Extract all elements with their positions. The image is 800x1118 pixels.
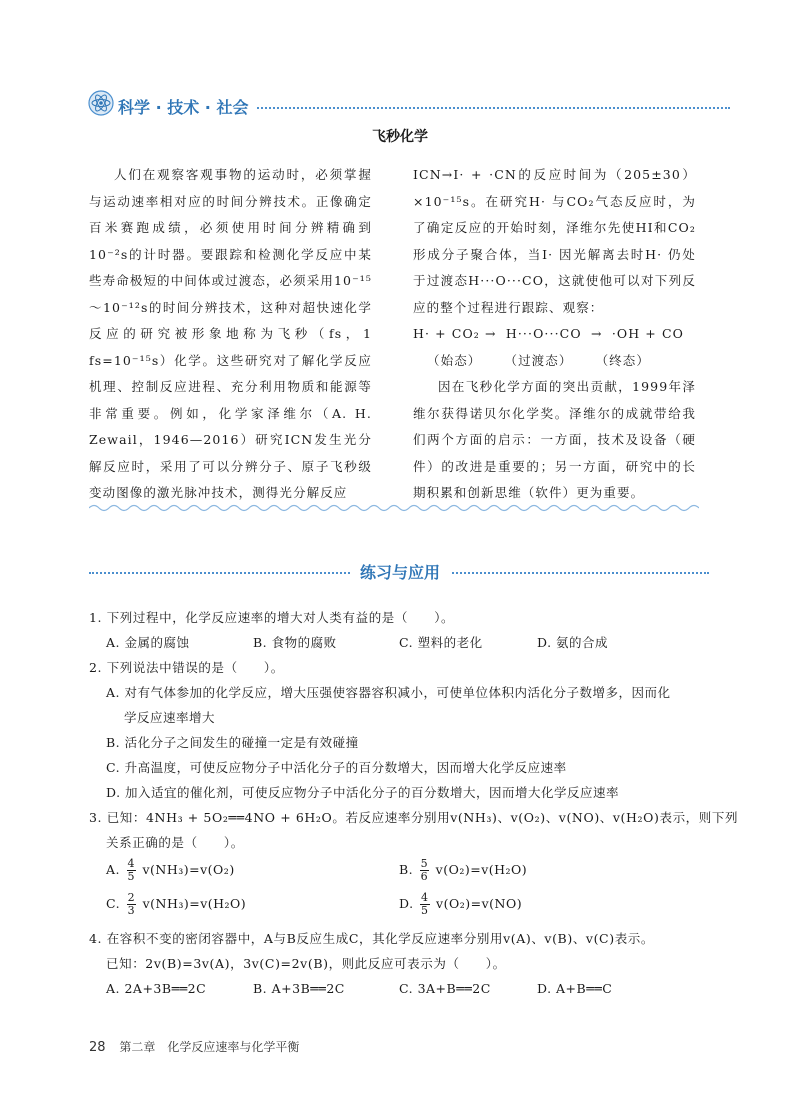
option-expression: v(O₂)=v(NO) — [436, 896, 523, 911]
article-paragraph: ICN→I· + ·CN的反应时间为（205±30）×10⁻¹⁵s。在研究H· 与CO₂气态反应时，为了确定反应的开始时刻，泽维尔先使HI和CO₂形成分子聚合体，当I· 因光解离去时H· 仍处于过渡态H···O···CO，这就使他可以对下列反应的整个过程进行跟踪、观察： — [413, 167, 696, 315]
label-end: （终态） — [595, 352, 650, 368]
q2-option-c: C. 升高温度，可使反应物分子中活化分子的百分数增大，因而增大化学反应速率 — [106, 760, 567, 775]
q2-option-d: D. 加入适宜的催化剂，可使反应物分子中活化分子的百分数增大，因而增大化学反应速率 — [106, 785, 620, 800]
denominator: 5 — [127, 870, 135, 883]
option-expression: v(NH₃)=v(H₂O) — [142, 896, 247, 911]
q4-option-d: D. A+B══C — [537, 981, 613, 996]
label-transition: （过渡态） — [504, 352, 573, 368]
q1-option-a: A. 金属的腐蚀 — [106, 635, 190, 650]
question-2-stem: 2. 下列说法中错误的是（ ）。 — [89, 660, 284, 675]
equation-products: ·OH + CO — [611, 326, 684, 341]
denominator: 6 — [420, 870, 429, 883]
question-4-stem-line2: 已知：2v(B)=3v(A)，3v(C)=2v(B)，则此反应可表示为（ ）。 — [106, 956, 506, 971]
numerator: 5 — [420, 857, 429, 870]
question-3-stem-line2: 关系正确的是（ ）。 — [106, 835, 244, 850]
question-4-stem-line1: 4. 在容积不变的密闭容器中，A与B反应生成C，其化学反应速率分别用v(A)、v(B)、v(C)表示。 — [89, 931, 655, 946]
page-footer — [89, 1038, 299, 1055]
atom-logo-icon — [88, 90, 114, 116]
fraction — [127, 892, 137, 917]
fraction — [420, 892, 430, 917]
q2-option-b: B. 活化分子之间发生的碰撞一定是有效碰撞 — [106, 735, 359, 750]
denominator: 5 — [421, 904, 429, 917]
numerator: 4 — [421, 891, 429, 904]
option-label: D. — [399, 896, 414, 911]
reaction-state-labels — [413, 348, 696, 375]
option-label: A. — [106, 862, 121, 877]
question-3-stem-line1: 3. 已知：4NH₃ + 5O₂══4NO + 6H₂O。若反应速率分别用v(NH₃)、v(O₂)、v(NO)、v(H₂O)表示，则下列 — [89, 810, 739, 825]
page-number: 28 — [89, 1040, 106, 1055]
article-paragraph: 人们在观察客观事物的运动时，必须掌握与运动速率相对应的时间分辨技术。正像确定百米赛跑成绩，必须使用时间分辨精确到10⁻²s的计时器。要跟踪和检测化学反应中某些寿命极短的中间体或过渡态，必须采用10⁻¹⁵～10⁻¹²s的时间分辨技术，这种对超快速化学反应的研究被形象地称为飞秒（fs，1 fs=10⁻¹⁵s）化学。这些研究对了解化学反应机理、控制反应进程、充分利用物质和能源等非常重要。例如，化学家泽维尔（A. H. Zewail，1946—2016）研究ICN发生光分解反应时，采用了可以分辨分子、原子飞秒级变动图像的激光脉冲技术，测得光分解反应 — [89, 167, 372, 500]
q3-option-b — [399, 858, 527, 883]
q2-option-a-line1: A. 对有气体参加的化学反应，增大压强使容器容积减小，可使单位体积内活化分子数增多，因而化 — [106, 685, 671, 700]
fraction — [127, 858, 137, 883]
chapter-title: 第二章 化学反应速率与化学平衡 — [119, 1040, 300, 1054]
label-start: （始态） — [427, 352, 482, 368]
option-label: C. — [106, 896, 121, 911]
q1-option-c: C. 塑料的老化 — [399, 635, 483, 650]
q3-option-a — [106, 858, 235, 883]
q3-option-c — [106, 892, 246, 917]
option-label: B. — [399, 862, 414, 877]
q3-option-d — [399, 892, 522, 917]
article-paragraph: 因在飞秒化学方面的突出贡献，1999年泽维尔获得诺贝尔化学奖。泽维尔的成就带给我们两个方面的启示：一方面，技术及设备（硬件）的改进是重要的；另一方面，研究中的长期积累和创新思维（软件）更为重要。 — [413, 379, 696, 500]
numerator: 2 — [127, 891, 136, 904]
reaction-equation — [413, 321, 696, 348]
exercise-section-header — [0, 560, 800, 583]
q4-option-c: C. 3A+B══2C — [399, 981, 491, 996]
numerator: 4 — [127, 857, 135, 870]
q4-option-b: B. A+3B══2C — [253, 981, 345, 996]
fraction — [420, 858, 430, 883]
q4-option-a: A. 2A+3B══2C — [106, 981, 207, 996]
exercise-title: 练习与应用 — [350, 563, 450, 582]
equation-arrow: → — [590, 326, 603, 341]
banner-title: 科学 · 技术 · 社会 — [118, 95, 256, 118]
equation-transition: H···O···CO — [505, 326, 582, 341]
equation-reactants: H· + CO₂ → — [413, 326, 497, 341]
option-expression: v(O₂)=v(H₂O) — [435, 862, 528, 877]
option-expression: v(NH₃)=v(O₂) — [142, 862, 235, 877]
q1-option-d: D. 氨的合成 — [537, 635, 609, 650]
wavy-divider — [89, 503, 699, 513]
q1-option-b: B. 食物的腐败 — [253, 635, 337, 650]
denominator: 3 — [127, 904, 136, 917]
question-1-stem: 1. 下列过程中，化学反应速率的增大对人类有益的是（ ）。 — [89, 610, 455, 625]
article-left-column — [89, 162, 372, 507]
article-title: 飞秒化学 — [372, 129, 428, 145]
article-right-column — [413, 162, 696, 507]
q2-option-a-line2: 学反应速率增大 — [124, 710, 216, 725]
